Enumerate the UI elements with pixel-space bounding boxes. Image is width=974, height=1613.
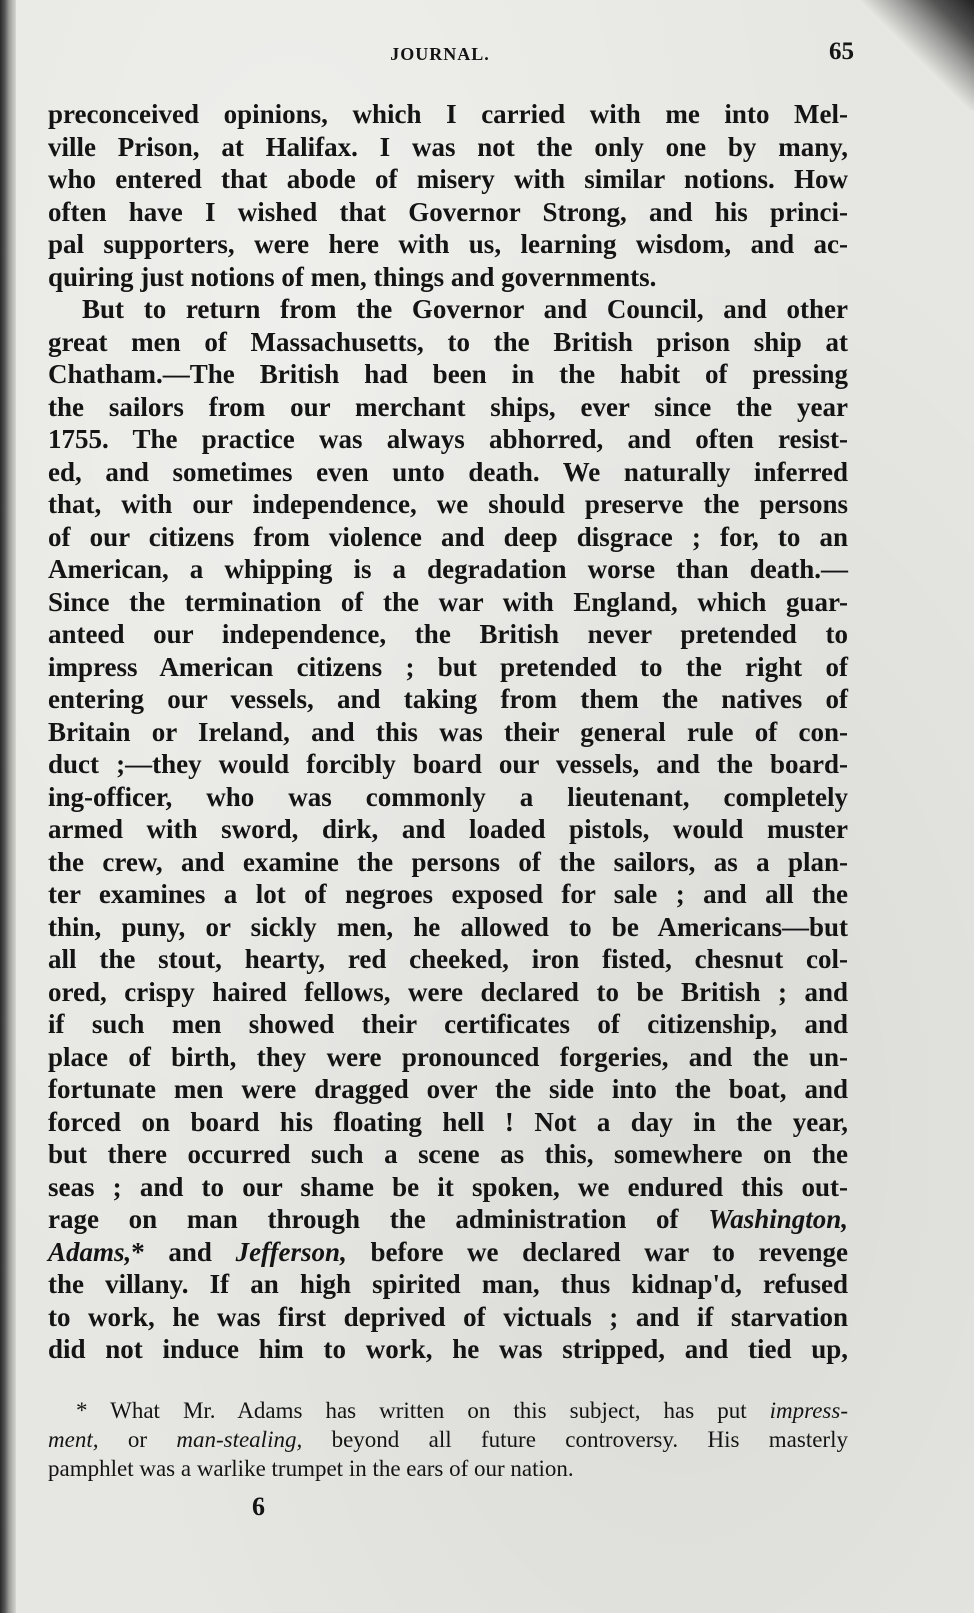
italic-span: impress- [769,1398,848,1423]
text-span: * What Mr. Adams has written on this subject, has put [76,1398,770,1423]
page-number: 65 [829,38,854,65]
text-line: the crew, and examine the persons of the sailors, as a plan- [48,846,848,877]
text-line [48,1236,848,1269]
italic-span: man-stealing, [176,1427,303,1452]
binding-edge [0,0,16,1613]
italic-name-washington: Washington, [708,1204,848,1234]
footnote-line [48,1425,848,1454]
text-line: who entered that abode of misery with similar notions. How [48,164,848,194]
text-line: entering our vessels, and taking from them the natives of [48,684,848,714]
text-line: often have I wished that Governor Strong, and his princi- [48,196,848,227]
text-line: 1755. The practice was always abhorred, and often resist- [48,424,848,454]
text-line: the villany. If an high spirited man, thus kidnap'd, refused [48,1269,848,1299]
page-corner-shadow [854,0,974,110]
text-line: armed with sword, dirk, and loaded pistols, would muster [48,814,848,844]
footnote-line: pamphlet was a warlike trumpet in the ears of our nation. [48,1456,574,1481]
text-span: before we declared war to revenge [346,1236,848,1267]
text-line: great men of Massachusetts, to the British prison ship at [48,326,848,357]
text-line: that, with our independence, we should preserve the persons [48,489,848,519]
running-head: JOURNAL. [390,44,490,64]
text-line: but there occurred such a scene as this, somewhere on the [48,1139,848,1169]
text-line: Since the termination of the war with England, which guar- [48,586,848,617]
text-line [48,1203,848,1236]
text-line: thin, puny, or sickly men, he allowed to be Americans—but [48,911,848,942]
text-line: all the stout, hearty, red cheeked, iron fisted, chesnut col- [48,944,848,974]
text-line: Britain or Ireland, and this was their general rule of con- [48,716,848,747]
text-line: anteed our independence, the British never pretended to [48,619,848,649]
text-line: seas ; and to our shame be it spoken, we endured this out- [48,1171,848,1202]
footnote [48,1396,848,1483]
text-span: beyond all future controversy. His masterly [302,1427,848,1452]
text-line: ing-officer, who was commonly a lieutenant, completely [48,781,848,812]
text-line: place of birth, they were pronounced forgeries, and the un- [48,1041,848,1072]
text-line: But to return from the Governor and Council, and other [82,294,848,324]
footnote-line [48,1396,848,1425]
text-line: if such men showed their certificates of citizenship, and [48,1009,848,1039]
text-line: to work, he was first deprived of victuals ; and if starvation [48,1301,848,1332]
text-line: Chatham.—The British had been in the habit of pressing [48,359,848,389]
text-line: ville Prison, at Halifax. I was not the only one by many, [48,131,848,162]
footnote-marker: * and [131,1236,236,1267]
text-line: duct ;—they would forcibly board our vessels, and the board- [48,749,848,779]
text-line: did not induce him to work, he was stripped, and tied up, [48,1334,848,1364]
body-text [48,98,848,1366]
text-line: ter examines a lot of negroes exposed for sale ; and all the [48,879,848,909]
text-line: ored, crispy haired fellows, were declared to be British ; and [48,976,848,1007]
text-line: impress American citizens ; but pretended to the right of [48,651,848,682]
text-line: pal supporters, were here with us, learning wisdom, and ac- [48,229,848,259]
text-line: American, a whipping is a degradation worse than death.— [48,554,848,584]
text-line: ed, and sometimes even unto death. We naturally inferred [48,456,848,487]
italic-span: ment, [48,1427,99,1452]
text-line: the sailors from our merchant ships, ever since the year [48,391,848,422]
text-line: quiring just notions of men, things and governments. [48,261,657,292]
signature-mark: 6 [252,1492,265,1521]
text-span: rage on man through the administration of [48,1204,709,1234]
italic-name-adams: Adams, [48,1236,132,1267]
text-span: or [98,1427,177,1452]
text-line: of our citizens from violence and deep disgrace ; for, to an [48,521,848,552]
italic-name-jefferson: Jefferson, [235,1236,347,1267]
text-line: preconceived opinions, which I carried with me into Mel- [48,99,848,129]
text-line: forced on board his floating hell ! Not a day in the year, [48,1106,848,1137]
text-line: fortunate men were dragged over the side into the boat, and [48,1074,848,1104]
